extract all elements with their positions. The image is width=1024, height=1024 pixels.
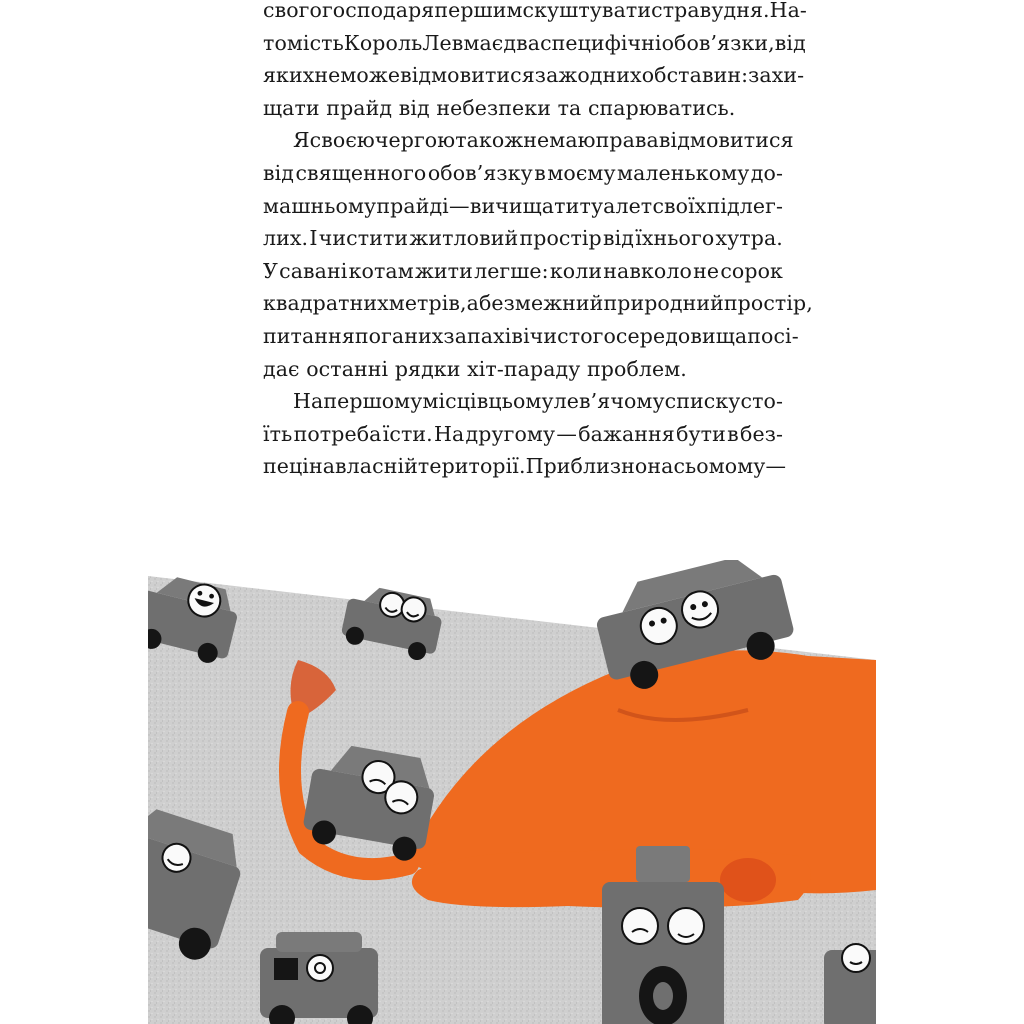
text-line: дає останні рядки хіт-параду проблем.: [263, 356, 687, 381]
word: прайді: [376, 193, 449, 218]
word: природний: [603, 291, 724, 316]
text-line: [263, 450, 787, 483]
word: чергою: [374, 128, 456, 153]
word: потреба: [293, 421, 382, 446]
word: в: [534, 160, 546, 185]
word: —: [449, 193, 470, 218]
word: також: [455, 128, 524, 153]
word: відмовитися: [400, 63, 535, 88]
text-line: [263, 418, 783, 451]
word: своєю: [309, 128, 375, 153]
word: легше:: [474, 258, 549, 283]
word: котам: [348, 258, 414, 283]
word: і: [523, 323, 530, 348]
text-line: щати прайд від небезпеки та спарюватись.: [263, 95, 736, 120]
text-line: [263, 255, 783, 288]
word: другому: [465, 421, 556, 446]
word: не: [314, 63, 341, 88]
word: —: [765, 454, 787, 479]
word: простір,: [723, 291, 813, 316]
word: лих.: [263, 226, 309, 251]
book-page-text: [263, 0, 813, 483]
word: квадратних: [263, 291, 389, 316]
word: яких: [263, 63, 315, 88]
word: від: [602, 226, 635, 251]
word: до-: [750, 160, 783, 185]
word: навколо: [603, 258, 692, 283]
word: лев’ячому: [553, 389, 665, 414]
word: маю: [549, 128, 596, 153]
word: не: [523, 128, 550, 153]
word: відмовитися: [658, 128, 794, 153]
word: метрів,: [388, 291, 467, 316]
word: Приблизно: [525, 454, 648, 479]
word: поганих: [354, 323, 444, 348]
word: специфічні: [540, 30, 662, 55]
word: на: [647, 454, 674, 479]
text-line: [263, 385, 783, 418]
word: посі-: [747, 323, 799, 348]
word: простір: [519, 226, 602, 251]
word: захи-: [748, 63, 805, 88]
word: за: [534, 63, 559, 88]
text-line: [263, 190, 783, 223]
word: їхнього: [635, 226, 715, 251]
word: середовища: [615, 323, 748, 348]
word: І: [309, 226, 318, 251]
text-line: [263, 124, 794, 157]
word: машньому: [263, 193, 377, 218]
word: їть: [263, 421, 293, 446]
word: запахів: [443, 323, 524, 348]
word: питання: [263, 323, 355, 348]
word: На-: [769, 0, 807, 22]
word: обов’язку: [427, 160, 533, 185]
word: чистого: [529, 323, 616, 348]
word: На: [293, 389, 324, 414]
word: від: [774, 30, 806, 55]
word: місці: [422, 389, 477, 414]
word: цьому: [488, 389, 554, 414]
word: має: [463, 30, 504, 55]
word: томість: [263, 30, 344, 55]
word: жодних: [558, 63, 642, 88]
word: а: [466, 291, 479, 316]
word: священного: [295, 160, 427, 185]
word: підлег-: [706, 193, 783, 218]
word: обставин:: [641, 63, 749, 88]
word: на: [308, 454, 336, 479]
word: жити: [414, 258, 473, 283]
word: власній: [335, 454, 418, 479]
word: —: [556, 421, 577, 446]
word: господаря: [321, 0, 435, 22]
word: безмежний: [478, 291, 604, 316]
word: в: [476, 389, 489, 414]
word: права: [595, 128, 659, 153]
word: першим: [434, 0, 523, 22]
text-line: [263, 157, 783, 190]
text-line: [263, 287, 813, 320]
word: На: [434, 421, 465, 446]
word: території.: [417, 454, 526, 479]
word: від: [263, 160, 295, 185]
word: Я: [293, 128, 310, 153]
word: дня.: [723, 0, 770, 22]
illustration-svg: [148, 560, 876, 1024]
word: першому: [323, 389, 423, 414]
word: житловий: [409, 226, 519, 251]
text-line: [263, 27, 806, 60]
word: сорок: [720, 258, 783, 283]
word: маленькому: [617, 160, 750, 185]
word: Лев: [422, 30, 464, 55]
word: скуштувати: [522, 0, 652, 22]
text-line: [263, 222, 783, 255]
word: савані: [279, 258, 348, 283]
text-line: [263, 0, 807, 27]
word: може: [340, 63, 401, 88]
word: своїх: [652, 193, 707, 218]
text-line: [263, 320, 799, 353]
word: бажання: [578, 421, 675, 446]
word: коли: [549, 258, 603, 283]
word: пеці: [263, 454, 309, 479]
word: списку: [664, 389, 741, 414]
word: в: [727, 421, 739, 446]
word: бути: [676, 421, 726, 446]
word: без-: [740, 421, 783, 446]
word: сто-: [740, 389, 783, 414]
word: хутра.: [715, 226, 783, 251]
word: моєму: [547, 160, 616, 185]
word: їсти.: [382, 421, 433, 446]
word: два: [503, 30, 541, 55]
word: страву: [651, 0, 724, 22]
car-icon: [260, 932, 378, 1024]
word: обов’язки,: [661, 30, 775, 55]
car-icon: [824, 944, 876, 1024]
word: не: [693, 258, 720, 283]
word: свого: [263, 0, 322, 22]
word: У: [263, 258, 278, 283]
word: туалет: [579, 193, 653, 218]
word: сьомому: [673, 454, 766, 479]
lion-and-cars-illustration: [148, 560, 876, 1024]
word: вичищати: [469, 193, 580, 218]
word: Король: [343, 30, 423, 55]
word: чистити: [318, 226, 409, 251]
text-line: [263, 59, 805, 92]
